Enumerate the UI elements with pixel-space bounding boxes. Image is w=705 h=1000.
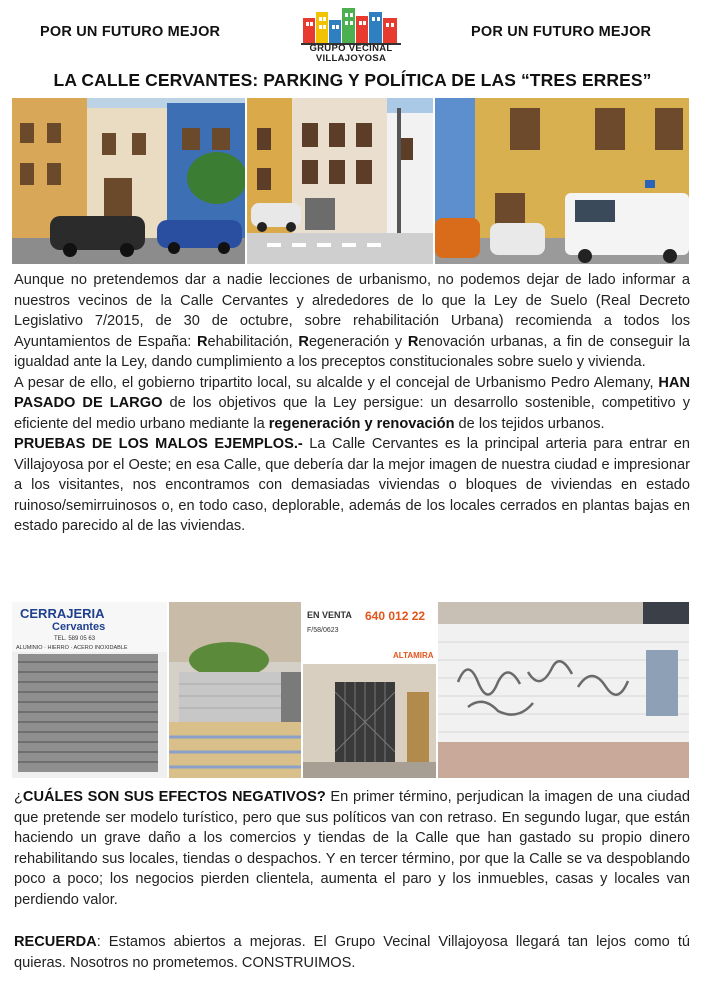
paragraph-intro	[14, 270, 690, 373]
body-text-recuerda	[14, 932, 690, 973]
efectos-text: En primer término, perjudican la imagen de una ciudad que pretende ser modelo turístico, pero que sus políticos van con retraso. En segundo lugar, que están haciendo un grave daño a los comercios y tiendas de la Calle que han gastado su propio dinero rehabilitando sus locales, tiendas o despachos. Y en tercer término, por que la Calle se va despoblando poco a poco; los negocios pierden clientela, aumenta el paro y los inmuebles, casas y locales van perdiendo valor.	[14, 789, 690, 908]
locksmith-sign-3: TEL. 589 05 63	[54, 636, 96, 642]
colored-houses-icon	[301, 6, 401, 46]
heading-efectos: CUÁLES SON SUS EFECTOS NEGATIVOS?	[22, 789, 326, 805]
government-text: A pesar de ello, el gobierno tripartito local, su alcalde y el concejal de Urbanismo Pedro Alemany,	[14, 374, 659, 391]
top-photo-strip	[12, 98, 689, 264]
locksmith-shop-photo	[12, 602, 167, 778]
body-text-effects	[14, 787, 690, 910]
for-sale-sign-3: F/58/0623	[307, 627, 339, 634]
question-mark: ¿	[14, 789, 23, 805]
for-sale-sign-1: EN VENTA	[307, 610, 352, 620]
recuerda-text: : Estamos abiertos a mejoras. El Grupo Vecinal Villajoyosa llegará tan lejos como tú quieras. Nosotros no prometemos. CONSTRUIMOS.	[14, 934, 690, 971]
intro-text-3: egeneración y	[308, 333, 408, 350]
old-facades-photo	[247, 98, 433, 264]
locksmith-sign-2: Cervantes	[52, 621, 106, 633]
locksmith-sign-4: ALUMINIO · HIERRO · ACERO INOXIDABLE	[16, 645, 128, 651]
logo-line-1: GRUPO VECINAL	[309, 43, 393, 54]
logo-line-2: VILLAJOYOSA	[315, 53, 387, 64]
government-text-2: de los objetivos que la Ley persigue: un desarrollo sostenible, competitivo y eficiente del medio urbano mediante la	[14, 395, 691, 432]
page-title: LA CALLE CERVANTES: PARKING Y POLÍTICA DE LAS “TRES ERRES”	[53, 70, 652, 90]
bold-han-pasado: HAN PASADO DE LARGO	[14, 374, 690, 411]
for-sale-sign-4: ALTAMIRA	[393, 651, 434, 660]
paragraph-pruebas	[14, 434, 690, 537]
body-text-top	[14, 270, 690, 537]
pruebas-text: La Calle Cervantes es la principal arteria para entrar en Villajoyosa por el Oeste; en esa Calle, que debería dar la mejor imagen de nuestra ciudad e impresionar a los visitantes, nos encontramos con demasiadas viviendas o bloques de viviendas en estado ruinoso/semirruinosos o, en todo caso, deplorable, además de los locales cerrados en plantas bajas en estado parecido al de las viviendas.	[14, 436, 690, 534]
bold-r-2: R	[298, 333, 309, 350]
paragraph-recuerda	[14, 932, 690, 973]
bottom-photo-strip	[12, 602, 689, 778]
graffiti-wall-photo	[438, 602, 689, 778]
bold-r-1: R	[197, 333, 208, 350]
for-sale-door-photo	[303, 602, 436, 778]
slogan-right: POR UN FUTURO MEJOR	[471, 24, 652, 40]
heading-pruebas: PRUEBAS DE LOS MALOS EJEMPLOS.-	[14, 436, 303, 452]
empty-lot-photo	[169, 602, 301, 778]
for-sale-sign-2: 640 012 22	[365, 609, 426, 623]
street-parking-photo	[12, 98, 245, 264]
intro-text-2: ehabilitación,	[207, 333, 299, 350]
bold-r-3: R	[407, 333, 419, 350]
bold-regeneracion: regeneración y renovación	[268, 415, 455, 432]
government-text-3: de los tejidos urbanos.	[454, 415, 605, 432]
slogan-left: POR UN FUTURO MEJOR	[40, 24, 221, 40]
paragraph-efectos	[14, 787, 690, 910]
logo-text	[295, 44, 407, 64]
yellow-building-photo	[435, 98, 689, 264]
page-header	[0, 0, 705, 68]
heading-recuerda: RECUERDA	[14, 934, 97, 950]
intro-text-4: enovación urbanas, a fin de conseguir la igualdad ante la Ley, dando cumplimiento a los preceptos constitucionales sobre suelo y vivienda.	[14, 333, 690, 370]
group-logo	[295, 6, 407, 66]
locksmith-sign-1: CERRAJERIA	[20, 606, 105, 621]
intro-text: Aunque no pretendemos dar a nadie lecciones de urbanismo, no podemos dejar de lado informar a nuestros vecinos de la Calle Cervantes y alrededores de lo que la Ley de Suelo (Real Decreto Legislativo 7/2015, de 30 de octubre, sobre rehabilitación Urbana) recomienda a todos los Ayuntamientos de España:	[14, 272, 690, 350]
paragraph-government	[14, 373, 690, 435]
